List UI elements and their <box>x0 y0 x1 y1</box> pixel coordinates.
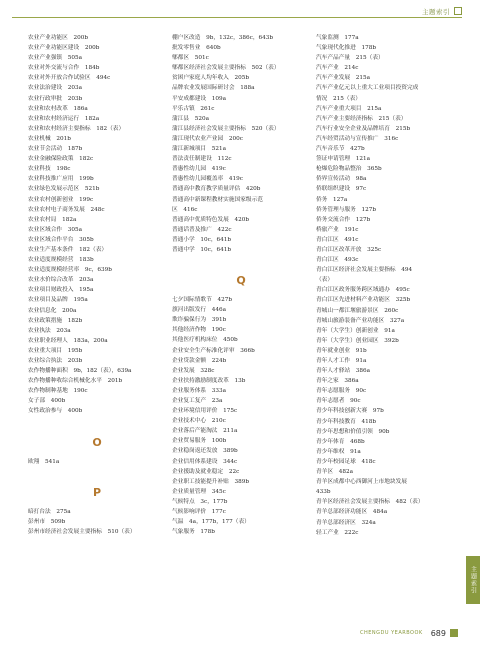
index-entry: 汽车经贸活动与宣传推广 316c <box>316 135 399 142</box>
letter-heading-p: P <box>92 485 102 499</box>
index-entry: 青城山一都江堰旅游景区 260c <box>316 307 399 314</box>
index-entry: 企业质量管理 345c <box>172 488 226 495</box>
index-entry: 青年志愿服务 90c <box>316 388 367 395</box>
index-entry: 其他医疗机构床位 450b <box>172 337 238 344</box>
section-title: 主题索引 <box>422 7 450 16</box>
index-entry: 青白江区 493c <box>316 257 359 264</box>
index-entry: 企业安全生产标准化评审 366b <box>172 347 255 354</box>
index-entry: 农业适度规模经营率 9c，639b <box>28 267 112 274</box>
index-entry: 青少年科技教育 418b <box>316 418 376 425</box>
index-entry: 企业服务体系 333a <box>172 387 227 394</box>
index-entry: 彭州市经济社会发展主要指标 510（表） <box>28 528 136 535</box>
index-entry: 农业法治建设 203a <box>28 85 83 92</box>
index-entry: 企业技术中心 210c <box>172 418 226 425</box>
index-entry: 农业生产基本条件 182（表） <box>28 246 108 253</box>
index-entry: 企业贸易服务 100b <box>172 438 227 445</box>
index-entry: 青年（大学生）创业园区 392b <box>316 337 399 344</box>
index-entry: 气候影响评价 177c <box>172 509 226 516</box>
index-entry: 青白江区 491c <box>316 236 359 243</box>
index-entry: 汽车产业亿元以上重大工业项目投资完成 <box>316 85 419 92</box>
index-entry: 农业区域合作平台 305b <box>28 236 94 243</box>
index-entry: 农作物播种面积 9b，182（表），639a <box>28 368 132 375</box>
index-entry: 农业执法 203a <box>28 327 71 334</box>
index-entry: 农业农村创新创业 199c <box>28 196 94 203</box>
index-entry: 农业重大项目 195b <box>28 347 83 354</box>
index-entry: 青少年科技创新大赛 97b <box>316 408 384 415</box>
index-entry: 农业和农村经济主要指标 182（表） <box>28 125 125 132</box>
index-entry: 蒲江县经济社会发展主要指标 520（表） <box>172 125 280 132</box>
index-entry: 气象服务 178b <box>172 529 215 536</box>
index-list-q <box>172 295 310 537</box>
index-entry: 旗河出版发行 446a <box>172 307 227 314</box>
letter-heading-o: O <box>92 435 102 449</box>
side-tab: 主题索引 <box>466 556 480 604</box>
index-entry: 蒲江县 520a <box>172 115 209 122</box>
index-entry: 欺诈骗保行为 391b <box>172 317 227 324</box>
index-entry: 农业政策措施 182b <box>28 317 83 324</box>
index-entry: 蒲江现代农业产业园 200c <box>172 135 243 142</box>
index-list-q-cont <box>316 33 454 538</box>
index-list-p <box>28 507 166 537</box>
index-list-n <box>28 33 166 417</box>
index-entry: 青羊总部经济功能区 484a <box>316 509 388 516</box>
index-entry: 企业复工复产 23a <box>172 398 223 404</box>
index-entry: 企业贷款金额 224b <box>172 357 227 364</box>
index-entry: 青年志愿者 90c <box>316 398 361 405</box>
index-entry: 平乐古镇 261c <box>172 105 215 112</box>
index-entry: 普通小学 10c，641b <box>172 236 232 243</box>
index-entry: 欧翔 541a <box>28 458 60 465</box>
index-entry: 企业稳岗返还发放 389b <box>172 448 238 455</box>
index-entry: 棚户区改造 9b，132c，386c，643b <box>172 35 274 41</box>
index-entry: 农业科技推广应用 199b <box>28 176 94 183</box>
index-entry: 侨务 127a <box>316 196 348 203</box>
index-entry: 农业金融保险政策 182c <box>28 156 94 163</box>
index-entry: 青羊区 482a <box>316 469 353 476</box>
index-entry: 农业区域合作 305a <box>28 226 83 233</box>
footer-mark-icon <box>450 629 458 637</box>
letter-heading-q: Q <box>236 274 246 288</box>
index-entry: 气象监测 177a <box>316 35 359 41</box>
index-entry: 气象现代化推进 178b <box>316 45 376 52</box>
index-entry: 农业水价综合改革 203a <box>28 277 94 284</box>
index-entry: 农业农村局 182a <box>28 216 77 223</box>
index-entry: 汽车产业 214c <box>316 65 359 72</box>
index-entry: 汽车产业主要经济指标 215（表） <box>316 115 407 122</box>
index-entry: 女性政治参与 400b <box>28 408 83 415</box>
index-entry: 农业职业经理人 183a，200a <box>28 337 108 344</box>
index-entry: 汽车产业重大项目 215a <box>316 105 382 112</box>
index-entry: 平安成都建设 109a <box>172 95 227 102</box>
index-list-p-cont <box>172 33 310 255</box>
index-entry: 汽车音乐节 427b <box>316 146 365 153</box>
index-entry: （表） <box>316 277 334 284</box>
index-entry: 侨务交流合作 127b <box>316 216 371 223</box>
index-column-2 <box>172 33 310 619</box>
index-column-1 <box>28 33 166 619</box>
index-entry: 汽车行业安全企业及品牌培育 215b <box>316 125 411 132</box>
index-entry: 农作物制种基地 190c <box>28 388 88 395</box>
index-entry: 农业和农村经济运行 182a <box>28 115 100 122</box>
index-entry: 青少年体育 468b <box>316 438 365 445</box>
index-entry: 农业科技 198c <box>28 166 71 173</box>
index-entry: 批发零售业 640b <box>172 45 221 52</box>
index-entry: 青少年维权 91a <box>316 448 361 455</box>
index-entry: 青白江区经济社会发展主要指标 494 <box>316 267 413 274</box>
index-entry: 侨联组织建设 97c <box>316 186 367 193</box>
index-entry: 彭州市 509b <box>28 518 66 525</box>
index-entry: 普通中学 10c，641b <box>172 246 232 253</box>
index-entry: 品牌农业发展国际研讨会 188a <box>172 85 255 92</box>
index-entry: 普惠性幼儿园覆盖率 419c <box>172 176 243 183</box>
index-entry: 普通话普及推广 422c <box>172 226 232 233</box>
index-entry: 区 416c <box>172 206 198 213</box>
index-entry: 农作物播种收综合机械化水平 201b <box>28 378 123 385</box>
index-entry: 农业产业强镇 505a <box>28 55 83 62</box>
index-entry: 青年之家 386a <box>316 378 359 385</box>
page-number: 689 <box>430 628 446 638</box>
index-entry: 农业行政审批 203b <box>28 95 83 102</box>
index-entry: 普通高中新课程教材实施国家级示范 <box>172 196 263 203</box>
index-entry: 普通高中教育教学质量评估 420b <box>172 186 261 193</box>
index-entry: 情况 215（表） <box>316 95 361 102</box>
index-entry: 汽车产品产量 215（表） <box>316 55 384 62</box>
running-header <box>12 6 462 16</box>
index-entry: 农业适度规模经营 183b <box>28 257 94 264</box>
index-entry: 青城山旅游装备产业功能区 327a <box>316 317 405 324</box>
index-entry: 农业项目财政投入 195a <box>28 287 94 294</box>
footer-yearbook-name: CHENGDU YEARBOOK <box>359 630 423 636</box>
index-entry: 气候特点 3c，177b <box>172 498 228 505</box>
index-entry: 青少年校园足球 418c <box>316 458 376 465</box>
index-entry: 普法责任制建设 112c <box>172 156 232 163</box>
index-entry: 企业职工技能提升补贴 389b <box>172 478 250 485</box>
index-entry: 青少年思想和价值引领 90b <box>316 428 390 435</box>
index-entry: 青羊区成都中心西御河上市地块发展 <box>316 479 407 486</box>
index-entry: 企业信用体系建设 344c <box>172 458 238 465</box>
index-entry: 汽车产业发展 215a <box>316 75 371 82</box>
index-entry: 青白江区改革开放 325c <box>316 246 382 253</box>
index-entry: 普惠性幼儿园 419c <box>172 166 226 173</box>
index-entry: 普通高中优质特色发展 420b <box>172 216 250 223</box>
page-footer <box>270 628 458 638</box>
index-entry: 青白江区政务服务跨区域通办 495c <box>316 287 410 294</box>
index-entry: 农业农村电子商务发展 248c <box>28 206 105 213</box>
index-entry: 农业和农村改革 186a <box>28 105 88 112</box>
index-entry: 433b <box>316 489 331 496</box>
index-entry: 企业环境信用评价 175c <box>172 408 238 415</box>
index-entry: 农业对外开放合作试验区 494c <box>28 75 111 82</box>
header-mark-icon <box>454 7 462 15</box>
index-entry: 青羊区经济社会发展主要指标 482（表） <box>316 499 424 506</box>
index-entry: 青羊总部经济区 324a <box>316 519 376 526</box>
index-entry: 枪爆危险物品整治 365b <box>316 166 382 173</box>
header-rule <box>12 17 462 18</box>
index-list-o <box>28 457 166 467</box>
index-entry: 桥旅产业 191c <box>316 226 359 233</box>
index-entry: 农业机械 201b <box>28 135 71 142</box>
index-entry: 农业信息化 200a <box>28 307 77 314</box>
index-entry: 企业发展 328c <box>172 367 215 374</box>
index-entry: 青年人才工作 91a <box>316 358 367 364</box>
index-entry: 农业项目及品牌 195a <box>28 297 88 304</box>
index-entry: 青年就业创业 91b <box>316 347 367 354</box>
index-entry: 蒲江新城项目 521a <box>172 146 227 153</box>
index-entry: 郫都区 501c <box>172 55 209 62</box>
index-column-3 <box>316 33 454 619</box>
index-entry: 农业节会活动 187b <box>28 146 83 153</box>
index-columns <box>28 33 454 619</box>
index-entry: 青年（大学生）创新创业 91a <box>316 327 395 334</box>
index-entry: 女子部 400b <box>28 398 66 405</box>
index-entry: 企业援助及就业稳定 22c <box>172 468 240 475</box>
index-entry: 暗打台法 275a <box>28 508 71 515</box>
index-entry: 其他经济作物 190c <box>172 327 226 334</box>
index-entry: 七夕国际情歌节 427b <box>172 297 232 304</box>
index-entry: 青年人才驿站 386a <box>316 368 371 375</box>
index-entry: 贫困户家庭人均年收入 205b <box>172 75 250 82</box>
index-entry: 农业产业功能区 200b <box>28 35 88 41</box>
index-entry: 侨务管理与服务 127b <box>316 206 376 213</box>
index-entry: 企业落后产能淘汰 211a <box>172 428 238 435</box>
index-entry: 企业扶持激励制度改革 13b <box>172 377 246 384</box>
index-entry: 签证申请管理 121a <box>316 156 371 163</box>
index-entry: 气温 4a，177b，177（表） <box>172 519 250 526</box>
index-entry: 农业绿色发展示范区 521b <box>28 186 100 193</box>
index-entry: 侨界宣传活动 98a <box>316 176 367 183</box>
index-entry: 轻工产业 222c <box>316 529 359 536</box>
index-entry: 青白江区先进材料产业功能区 325b <box>316 297 411 304</box>
index-entry: 郫都区经济社会发展主要指标 502（表） <box>172 65 280 72</box>
index-entry: 农业对外交流与合作 184b <box>28 65 100 72</box>
index-entry: 农业产业功能区建设 200b <box>28 45 100 52</box>
index-entry: 农业综合执法 203b <box>28 358 83 364</box>
